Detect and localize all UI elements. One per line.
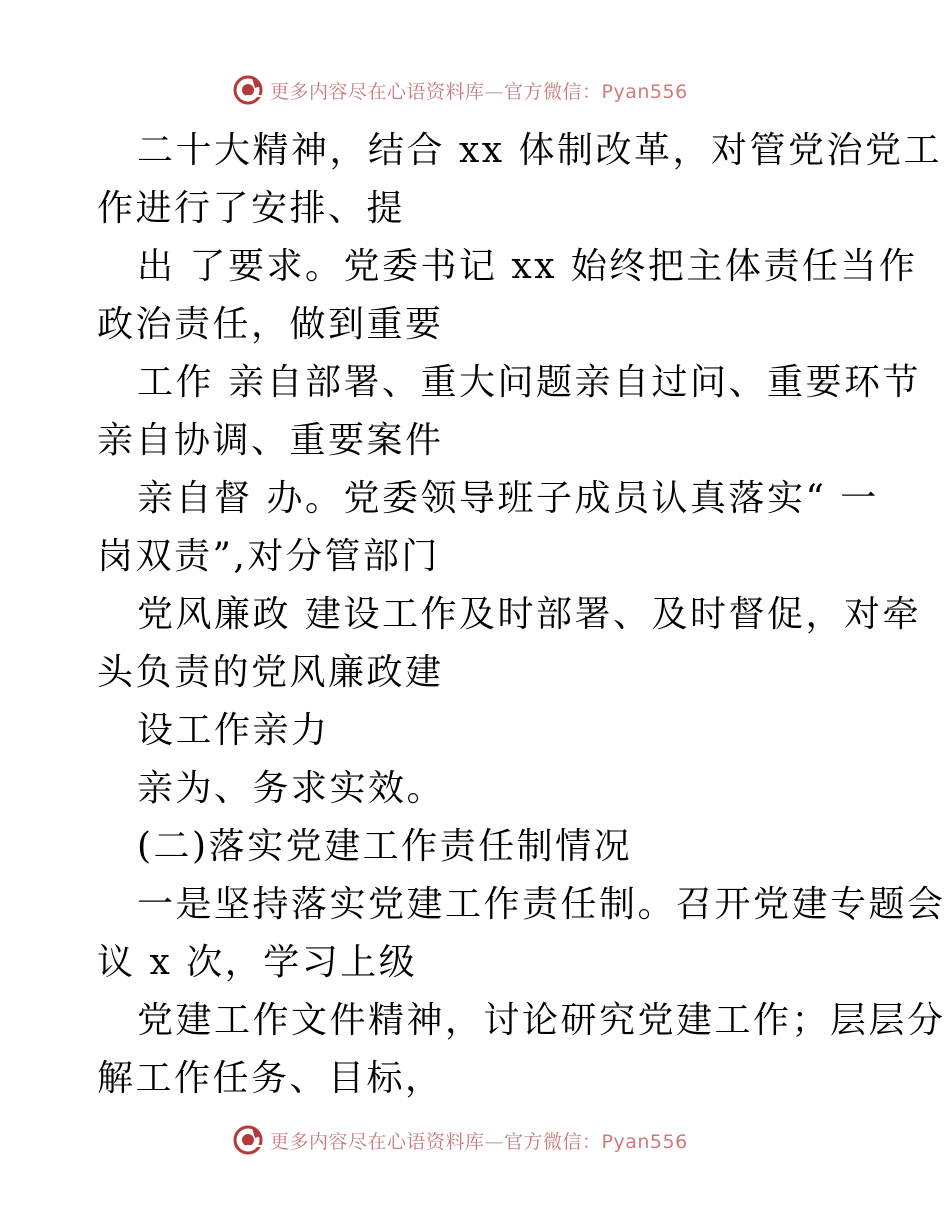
text-line: 政治责任，做到重要 [97, 304, 444, 345]
watermark-id: Pyan556 [601, 80, 688, 103]
text-line: 亲为、务求实效。 [137, 768, 446, 809]
text-line: 工作 亲自部署、重大问题亲自过问、重要环节 [137, 362, 921, 403]
text-line: 亲自督 办。党委领导班子成员认真落实“ 一 [137, 478, 879, 519]
library-logo-icon [232, 74, 264, 106]
text-line: 一是坚持落实党建工作责任制。召开党建专题会 [137, 884, 946, 925]
text-line: 出 了要求。党委书记 xx 始终把主体责任当作 [137, 246, 918, 287]
text-line: 岗双责”,对分管部门 [97, 536, 440, 577]
text-line: 设工作亲力 [137, 710, 330, 751]
text-line: 议 x 次，学习上级 [97, 942, 418, 983]
header-watermark [232, 70, 752, 110]
watermark-main: 更多内容尽在心语资料库 [270, 80, 485, 103]
document-body [97, 122, 946, 1108]
watermark-separator: — [484, 80, 505, 103]
watermark-text [270, 77, 688, 104]
watermark-separator: — [484, 1130, 505, 1153]
text-line: (二)落实党建工作责任制情况 [137, 826, 633, 867]
footer-watermark [232, 1120, 752, 1160]
watermark-id: Pyan556 [601, 1130, 688, 1153]
watermark-text [270, 1127, 688, 1154]
text-line: 党风廉政 建设工作及时部署、及时督促，对牵 [137, 594, 921, 635]
library-logo-icon [232, 1124, 264, 1156]
text-line: 党建工作文件精神，讨论研究党建工作；层层分 [137, 1000, 946, 1041]
watermark-contact: 官方微信： [504, 1130, 602, 1153]
text-line: 解工作任务、目标， [97, 1058, 444, 1099]
text-line: 亲自协调、重要案件 [97, 420, 444, 461]
watermark-contact: 官方微信： [504, 80, 602, 103]
text-line: 头负责的党风廉政建 [97, 652, 444, 693]
watermark-main: 更多内容尽在心语资料库 [270, 1130, 485, 1153]
text-line: 二十大精神，结合 xx 体制改革，对管党治党工 [137, 130, 942, 171]
text-line: 作进行了安排、提 [97, 188, 406, 229]
